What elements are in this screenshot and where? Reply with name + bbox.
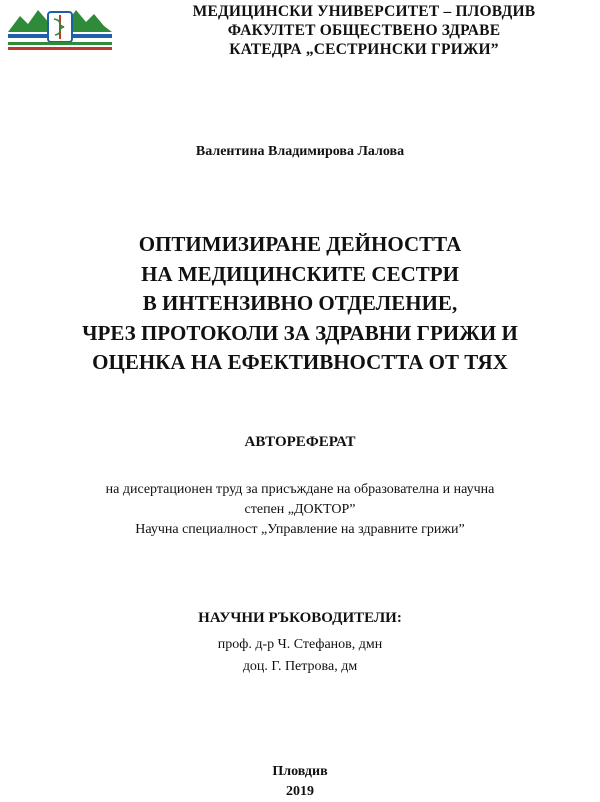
city-name: Пловдив: [272, 764, 328, 779]
supervisor-name: доц. Г. Петрова, дм: [242, 659, 358, 674]
title-line: ЧРЕЗ ПРОТОКОЛИ ЗА ЗДРАВНИ ГРИЖИ И: [82, 320, 518, 345]
title-line: В ИНТЕНЗИВНО ОТДЕЛЕНИЕ,: [142, 291, 458, 315]
department-name: КАТЕДРА „СЕСТРИНСКИ ГРИЖИ”: [229, 41, 499, 58]
description-line: на дисертационен труд за присъждане на образователна и научна: [105, 482, 495, 497]
title-line: ОПТИМИЗИРАНЕ ДЕЙНОСТТА: [138, 232, 462, 256]
publication-year: 2019: [286, 784, 314, 799]
document-type: АВТОРЕФЕРАТ: [244, 434, 356, 450]
supervisors-list: [0, 634, 600, 678]
dissertation-title: [0, 230, 600, 378]
author-name: Валентина Владимирова Лалова: [195, 144, 405, 159]
title-line: ОЦЕНКА НА ЕФЕКТИВНОСТТА ОТ ТЯХ: [92, 350, 508, 374]
degree-description: [0, 480, 600, 540]
supervisor-name: проф. д-р Ч. Стефанов, дмн: [217, 637, 383, 652]
description-line: степен „ДОКТОР”: [244, 502, 356, 517]
supervisors-heading: НАУЧНИ РЪКОВОДИТЕЛИ:: [198, 610, 402, 626]
description-line: Научна специалност „Управление на здравните грижи”: [135, 522, 465, 537]
publication-place: [0, 762, 600, 802]
institution-header: [128, 2, 600, 59]
university-name: МЕДИЦИНСКИ УНИВЕРСИТЕТ – ПЛОВДИВ: [192, 3, 536, 20]
faculty-name: ФАКУЛТЕТ ОБЩЕСТВЕНО ЗДРАВЕ: [227, 22, 501, 39]
title-line: НА МЕДИЦИНСКИТЕ СЕСТРИ: [141, 261, 459, 286]
university-logo: [6, 2, 114, 54]
